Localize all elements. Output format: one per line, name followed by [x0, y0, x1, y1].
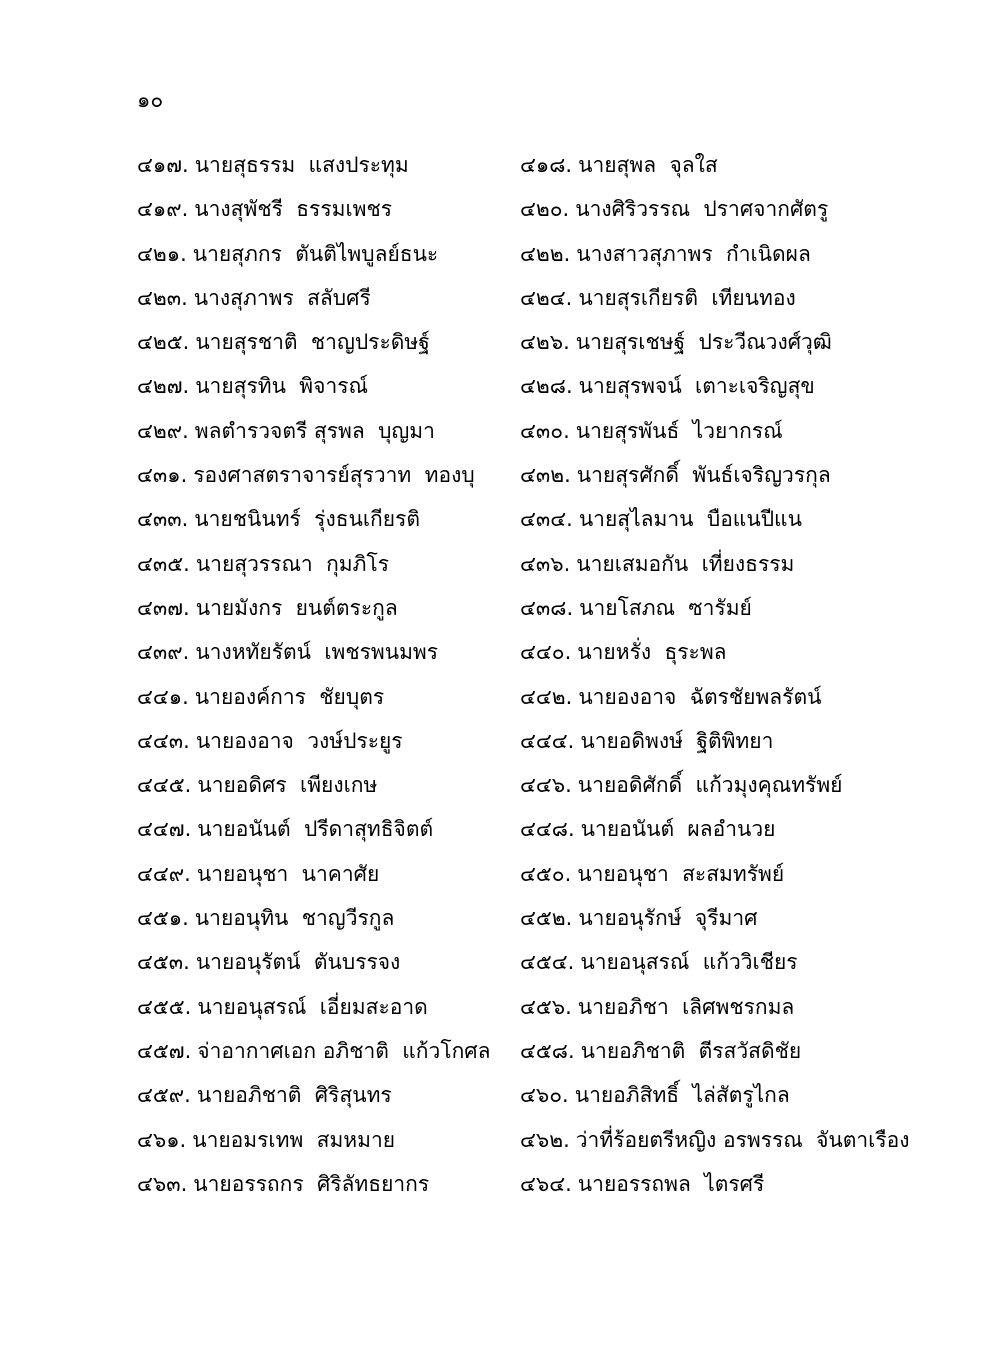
list-item: [520, 630, 980, 674]
list-row: [0, 807, 997, 851]
entry-name: นายสุภกร ตันติไพบูลย์ธนะ: [192, 241, 439, 266]
entry-name: นายอภิสิทธิ์ ไล่สัตรูไกล: [574, 1083, 790, 1108]
list-row: [0, 985, 997, 1029]
entry-number: ๔๕๗.: [137, 1038, 192, 1063]
list-row: [0, 1162, 997, 1206]
entry-number: ๔๕๓.: [137, 950, 190, 975]
entry-number: ๔๖๒.: [520, 1127, 570, 1152]
entry-name: นายอนันต์ ปรีดาสุทธิจิตต์: [197, 817, 434, 842]
entry-number: ๔๕๔.: [520, 950, 575, 975]
list-item: [520, 232, 980, 276]
list-item: [137, 409, 512, 453]
entry-number: ๔๒๐.: [520, 197, 570, 222]
list-item: [520, 1073, 980, 1117]
list-item: [520, 187, 980, 231]
entry-number: ๔๓๑.: [137, 463, 188, 488]
entry-number: ๔๕๖.: [520, 994, 572, 1019]
entry-name: นายอดิพงษ์ ฐิติพิทยา: [580, 728, 774, 753]
entry-name: นายอนุชา สะสมทรัพย์: [577, 861, 785, 886]
list-item: [520, 940, 980, 984]
entry-number: ๔๕๕.: [137, 994, 192, 1019]
list-item: [137, 896, 512, 940]
entry-name: นางสาวสุภาพร กำเนิดผล: [576, 241, 811, 266]
page-number: ๑๐: [137, 88, 164, 112]
entry-number: ๔๕๑.: [137, 906, 189, 931]
entry-name: นายอนันต์ ผลอำนวย: [580, 817, 776, 842]
entry-name: นายหรั่ง ธุระพล: [577, 640, 727, 665]
entry-number: ๔๒๓.: [137, 285, 188, 310]
entry-number: ๔๔๐.: [520, 640, 572, 665]
list-item: [520, 763, 980, 807]
entry-name: นายสุรพันธ์ ไวยากรณ์: [575, 418, 783, 443]
list-row: [0, 1118, 997, 1162]
entry-name: นายสุรศักดิ์ พันธ์เจริญวรกุล: [576, 463, 831, 488]
entry-name: นายสุรพจน์ เตาะเจริญสุข: [578, 374, 815, 399]
entry-number: ๔๒๒.: [520, 241, 571, 266]
list-row: [0, 586, 997, 630]
entry-number: ๔๒๗.: [137, 374, 190, 399]
entry-name: นางหทัยรัตน์ เพชรพนมพร: [195, 640, 439, 665]
entry-number: ๔๕๙.: [137, 1083, 191, 1108]
entry-name: นายสุพล จุลใส: [578, 153, 718, 177]
list-row: [0, 497, 997, 541]
entry-number: ๔๓๖.: [520, 551, 571, 576]
entry-name: นายอดิศักดิ์ แก้วมุงคุณทรัพย์: [577, 773, 843, 798]
list-row: [0, 675, 997, 719]
entry-number: ๔๒๔.: [520, 285, 573, 310]
entry-number: ๔๑๘.: [520, 153, 573, 177]
entry-name: นายอดิศร เพียงเกษ: [197, 773, 378, 798]
list-item: [520, 497, 980, 541]
entry-number: ๔๓๓.: [137, 507, 189, 532]
list-row: [0, 232, 997, 276]
entry-number: ๔๕๐.: [520, 861, 572, 886]
list-item: [137, 320, 512, 364]
list-item: [137, 985, 512, 1029]
entry-name: นายมังกร ยนต์ตระกูล: [195, 595, 398, 620]
entry-number: ๔๓๔.: [520, 507, 573, 532]
entry-name: ว่าที่ร้อยตรีหญิง อรพรรณ จันตาเรือง: [575, 1127, 910, 1152]
name-list: [0, 143, 997, 1206]
list-item: [137, 807, 512, 851]
list-item: [137, 143, 512, 187]
entry-number: ๔๔๘.: [520, 817, 575, 842]
entry-name: นางศิริวรรณ ปราศจากศัตรู: [575, 197, 829, 222]
entry-number: ๔๑๗.: [137, 153, 189, 177]
list-row: [0, 409, 997, 453]
entry-name: พลตำรวจตรี สุรพล บุญมา: [194, 418, 435, 443]
entry-name: นายอนุรักษ์ จุรีมาศ: [578, 906, 758, 931]
entry-number: ๔๔๔.: [520, 728, 575, 753]
entry-number: ๔๔๕.: [137, 773, 192, 798]
entry-name: นายอมรเทพ สมหมาย: [192, 1127, 396, 1152]
list-item: [520, 985, 980, 1029]
list-item: [520, 675, 980, 719]
list-item: [137, 940, 512, 984]
entry-name: นายสุไลมาน บือแนปีแน: [578, 507, 802, 532]
entry-name: นายสุรเกียรติ เทียนทอง: [578, 285, 796, 310]
entry-number: ๔๔๙.: [137, 861, 191, 886]
list-item: [520, 143, 980, 187]
list-item: [137, 586, 512, 630]
list-row: [0, 364, 997, 408]
list-row: [0, 719, 997, 763]
entry-name: นายองอาจ ฉัตรชัยพลรัตน์: [578, 684, 822, 709]
entry-number: ๔๒๖.: [520, 330, 570, 355]
list-item: [137, 719, 512, 763]
entry-name: นายอนุรัตน์ ตันบรรจง: [195, 950, 401, 975]
entry-name: นายอนุสรณ์ เอี่ยมสะอาด: [197, 994, 428, 1019]
entry-number: ๔๒๙.: [137, 418, 189, 443]
list-item: [520, 719, 980, 763]
entry-name: นายองค์การ ชัยบุตร: [194, 684, 385, 709]
list-item: [137, 453, 512, 497]
list-item: [137, 630, 512, 674]
entry-number: ๔๖๐.: [520, 1083, 569, 1108]
entry-name: นายอนุชา นาคาศัย: [196, 861, 380, 886]
entry-number: ๔๖๓.: [137, 1171, 188, 1196]
list-item: [137, 675, 512, 719]
entry-name: นายสุธรรม แสงประทุม: [194, 153, 409, 177]
list-row: [0, 453, 997, 497]
list-item: [520, 453, 980, 497]
entry-name: นายอนุสรณ์ แก้ววิเชียร: [580, 950, 798, 975]
list-item: [137, 1073, 512, 1117]
list-row: [0, 896, 997, 940]
list-item: [137, 542, 512, 586]
list-item: [137, 497, 512, 541]
list-item: [520, 364, 980, 408]
entry-number: ๔๕๒.: [520, 906, 573, 931]
entry-number: ๔๔๑.: [137, 684, 189, 709]
entry-name: รองศาสตราจารย์สุรวาท ทองบุ: [193, 463, 475, 488]
list-item: [137, 276, 512, 320]
list-item: [520, 586, 980, 630]
entry-name: นายองอาจ วงษ์ประยูร: [195, 728, 403, 753]
list-row: [0, 542, 997, 586]
entry-number: ๔๔๗.: [137, 817, 192, 842]
list-item: [520, 807, 980, 851]
entry-name: นายอรรถกร ศิริลัทธยากร: [193, 1171, 430, 1196]
list-item: [137, 232, 512, 276]
entry-number: ๔๔๒.: [520, 684, 573, 709]
entry-name: นายอภิชาติ ตีรสวัสดิชัย: [580, 1038, 802, 1063]
entry-number: ๔๒๑.: [137, 241, 187, 266]
list-row: [0, 940, 997, 984]
entry-name: นายสุรชาติ ชาญประดิษฐ์: [195, 330, 430, 355]
list-item: [137, 763, 512, 807]
entry-number: ๔๓๕.: [137, 551, 190, 576]
list-row: [0, 276, 997, 320]
entry-name: นายอภิชา เลิศพชรกมล: [577, 994, 795, 1019]
list-row: [0, 763, 997, 807]
list-row: [0, 1029, 997, 1073]
entry-number: ๔๔๖.: [520, 773, 572, 798]
entry-name: นายสุรทิน พิจารณ์: [195, 374, 369, 399]
entry-number: ๔๓๗.: [137, 595, 190, 620]
entry-number: ๔๓๒.: [520, 463, 571, 488]
list-item: [137, 187, 512, 231]
list-item: [520, 1118, 980, 1162]
list-row: [0, 1073, 997, 1117]
entry-number: ๔๓๐.: [520, 418, 570, 443]
entry-name: นายสุรเชษฐ์ ประวีณวงศ์วุฒิ: [575, 330, 832, 355]
entry-name: จ่าอากาศเอก อภิชาติ แก้วโกศล: [197, 1038, 491, 1063]
entry-number: ๔๖๔.: [520, 1171, 572, 1196]
entry-number: ๔๕๘.: [520, 1038, 575, 1063]
list-item: [520, 896, 980, 940]
list-item: [137, 1162, 512, 1206]
list-item: [520, 852, 980, 896]
list-item: [520, 320, 980, 364]
list-row: [0, 630, 997, 674]
entry-number: ๔๓๘.: [520, 595, 574, 620]
list-row: [0, 320, 997, 364]
list-item: [137, 364, 512, 408]
entry-name: นายอรรถพล ไตรศรี: [577, 1171, 765, 1196]
entry-name: นายอนุทิน ชาญวีรกูล: [194, 906, 395, 931]
entry-name: นายเสมอกัน เที่ยงธรรม: [576, 551, 795, 576]
entry-name: นางสุพัชรี ธรรมเพชร: [194, 197, 392, 222]
list-item: [520, 276, 980, 320]
list-item: [137, 852, 512, 896]
list-item: [137, 1029, 512, 1073]
entry-name: นายอภิชาติ ศิริสุนทร: [196, 1083, 392, 1108]
entry-name: นางสุภาพร สลับศรี: [193, 285, 371, 310]
entry-name: นายโสภณ ซารัมย์: [579, 595, 752, 620]
entry-number: ๔๔๓.: [137, 728, 190, 753]
entry-name: นายชนินทร์ รุ่งธนเกียรติ: [194, 507, 420, 532]
list-item: [520, 1162, 980, 1206]
entry-name: นายสุวรรณา กุมภิโร: [195, 551, 390, 576]
entry-number: ๔๒๘.: [520, 374, 573, 399]
list-row: [0, 143, 997, 187]
entry-number: ๔๓๙.: [137, 640, 190, 665]
list-item: [137, 1118, 512, 1162]
entry-number: ๔๒๕.: [137, 330, 190, 355]
entry-number: ๔๖๑.: [137, 1127, 187, 1152]
entry-number: ๔๑๙.: [137, 197, 189, 222]
list-item: [520, 1029, 980, 1073]
list-row: [0, 187, 997, 231]
list-item: [520, 542, 980, 586]
list-item: [520, 409, 980, 453]
list-row: [0, 852, 997, 896]
